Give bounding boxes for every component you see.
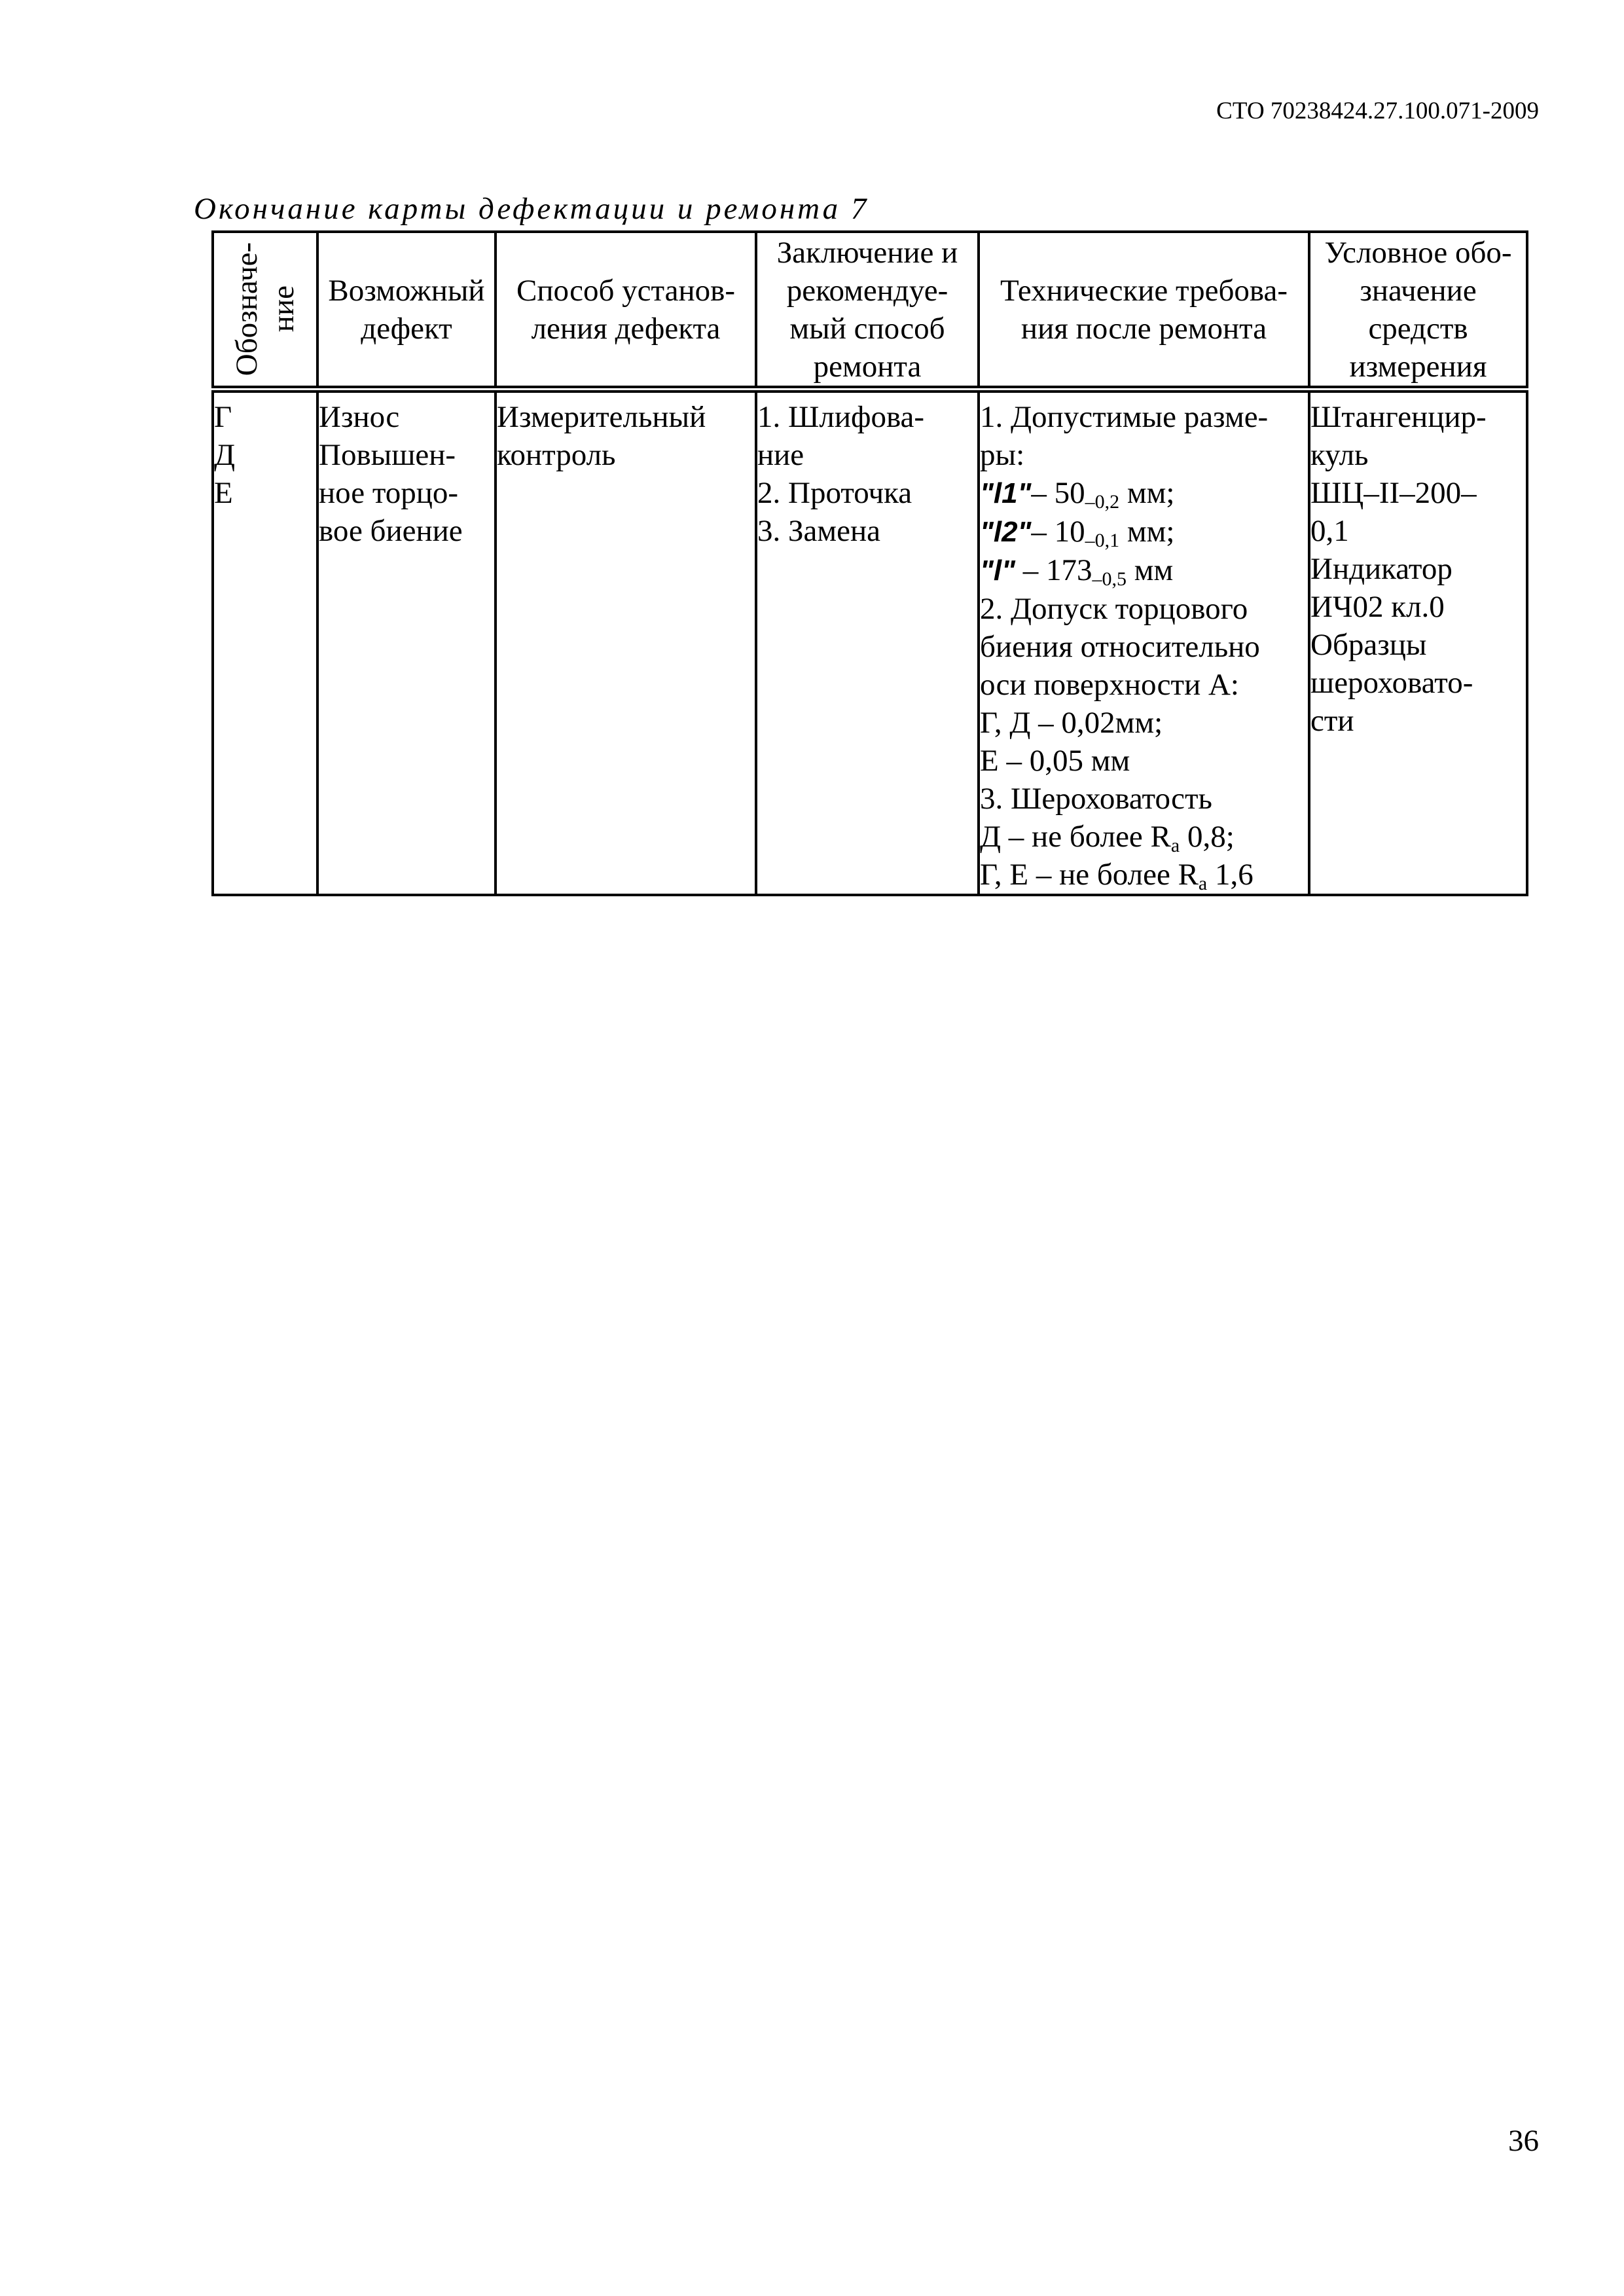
header-designation: Обозначе- ние: [213, 232, 317, 390]
table-row: [213, 390, 1527, 896]
cell-measurement: Штангенцир- куль ШЦ–II–200– 0,1 Индикатор ИЧ02 кл.0 Образцы шероховато- сти: [1309, 390, 1527, 896]
header-measurement: Условное обо- значение средств измерения: [1309, 232, 1527, 390]
table-header-row: [213, 232, 1527, 390]
roughness-d: Д – не более $R_a$ 0,8;: [980, 820, 1235, 856]
header-requirements: Технические требова- ния после ремонта: [979, 232, 1309, 390]
table-caption: Окончание карты дефектации и ремонта 7: [194, 192, 869, 226]
dimension-l2: "l2"– $10_{-0,1}$ мм;: [980, 515, 1175, 551]
dimension-l1: "l1"– $50_{-0,2}$ мм;: [980, 476, 1175, 513]
cell-designation: Г Д Е: [213, 390, 317, 896]
header-conclusion: Заключение и рекомендуе- мый способ ремонта: [756, 232, 979, 390]
document-code: СТО 70238424.27.100.071-2009: [1216, 98, 1539, 124]
roughness-ge: Г, Е – не более $R_a$ 1,6: [980, 858, 1254, 894]
cell-conclusion: 1. Шлифова- ние 2. Проточка 3. Замена: [756, 390, 979, 896]
page-number: 36: [1508, 2124, 1539, 2158]
header-detection-method: Способ установ- ления дефекта: [496, 232, 756, 390]
dimension-l: "l" – $173_{-0,5}$ мм: [980, 553, 1174, 590]
cell-defect: Износ Повышен- ное торцо- вое биение: [317, 390, 496, 896]
header-defect: Возможный дефект: [317, 232, 496, 390]
cell-requirements: 1. Допустимые разме- ры: "l1"– $50_{-0,2}$ мм; "l2"– $10_{-0,1}$ мм; "l" – $173_{-0,5}$ мм 2. Допуск торцового биения относительно оси поверхности А: Г, Д – 0,02мм; Е – 0,05 мм 3. Шероховатость Д – не более $R_a$ 0,8; Г, Е – не более $R_a$ 1,6: [979, 390, 1309, 896]
cell-detection-method: Измерительный контроль: [496, 390, 756, 896]
defect-repair-table: [211, 230, 1528, 896]
